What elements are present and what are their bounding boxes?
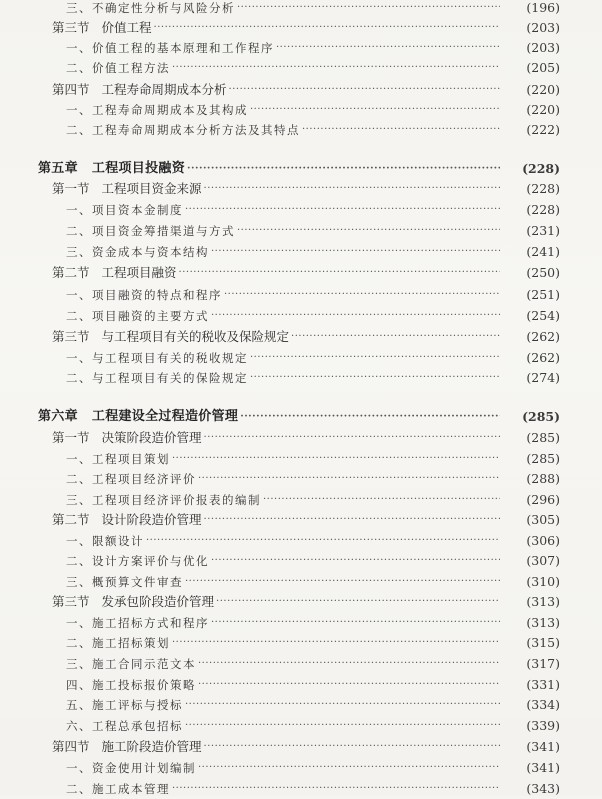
section-title: 施工阶段造价管理 [101, 739, 202, 754]
page-number: (228) [522, 161, 560, 176]
toc-item-label: 三、资金成本与资本结构 [66, 245, 209, 259]
page-number: (285) [522, 409, 560, 424]
toc-item-label: 一、限额设计 [66, 534, 144, 548]
toc-section [0, 510, 602, 530]
section-number: 第二节 [52, 265, 90, 280]
dot-leader [250, 100, 500, 120]
section-number: 第二节 [52, 512, 90, 527]
page-number: (331) [526, 677, 560, 692]
section-title: 工程项目资金来源 [101, 181, 202, 196]
section-number: 第四节 [52, 82, 90, 97]
toc-item [0, 0, 602, 18]
dot-leader [229, 80, 500, 100]
dot-leader [185, 200, 500, 220]
page-number: (205) [526, 60, 560, 75]
toc-item [0, 654, 602, 674]
page-number: (231) [526, 223, 560, 238]
toc-section [0, 737, 602, 757]
toc-item-label: 六、工程总承包招标 [66, 719, 183, 733]
toc-item [0, 675, 602, 695]
chapter-heading [38, 407, 238, 427]
dot-leader [154, 18, 500, 38]
section-title: 决策阶段造价管理 [101, 430, 202, 445]
toc-item-label: 五、施工评标与授标 [66, 698, 183, 712]
dot-leader [198, 654, 500, 674]
toc-item-label: 二、价值工程方法 [66, 61, 170, 75]
page-number: (251) [526, 287, 560, 302]
toc-item [0, 551, 602, 571]
page-number: (315) [526, 635, 560, 650]
dot-leader [250, 348, 500, 368]
dot-leader [172, 633, 500, 653]
chapter-number: 第六章 [38, 409, 78, 424]
section-heading [52, 263, 177, 283]
toc-item-label: 一、与工程项目有关的税收规定 [66, 351, 248, 365]
toc-chapter [0, 407, 602, 427]
toc-section [0, 592, 602, 612]
page-number: (220) [526, 102, 560, 117]
page-number: (241) [526, 244, 560, 259]
toc-item-label: 二、设计方案评价与优化 [66, 554, 209, 568]
toc-item [0, 633, 602, 653]
toc-item [0, 469, 602, 489]
page-number: (250) [526, 265, 560, 280]
section-number: 第三节 [52, 594, 90, 609]
toc-item-label: 一、工程项目策划 [66, 452, 170, 466]
chapter-title: 工程建设全过程造价管理 [91, 409, 239, 424]
page-number: (196) [526, 0, 560, 15]
toc-item [0, 100, 602, 120]
page-number: (288) [526, 471, 560, 486]
section-number: 第一节 [52, 430, 90, 445]
dot-leader [240, 407, 500, 427]
section-title: 工程项目融资 [101, 265, 177, 280]
toc-item-label: 二、施工成本管理 [66, 782, 170, 796]
toc-item-label: 二、施工招标策划 [66, 636, 170, 650]
toc-item-label: 一、项目资本金制度 [66, 203, 183, 217]
toc-item [0, 242, 602, 262]
dot-leader [185, 572, 500, 592]
section-heading [52, 80, 227, 100]
page-number: (296) [526, 492, 560, 507]
page-number: (262) [526, 350, 560, 365]
toc-item-label: 一、施工招标方式和程序 [66, 616, 209, 630]
section-heading [52, 510, 202, 530]
toc-item [0, 221, 602, 241]
page-number: (274) [526, 370, 560, 385]
toc-section [0, 18, 602, 38]
dot-leader [198, 469, 500, 489]
page-number: (343) [526, 781, 560, 796]
toc-item-label: 一、项目融资的特点和程序 [66, 288, 222, 302]
toc-item [0, 531, 602, 551]
toc-item [0, 348, 602, 368]
toc-item-label: 二、项目融资的主要方式 [66, 309, 209, 323]
section-heading [52, 327, 289, 347]
page-number: (339) [526, 718, 560, 733]
dot-leader [172, 58, 500, 78]
toc-section [0, 327, 602, 347]
toc-item [0, 200, 602, 220]
page-number: (307) [526, 553, 560, 568]
toc-item-label: 三、工程项目经济评价报表的编制 [66, 493, 261, 507]
toc-item-label: 一、工程寿命周期成本及其构成 [66, 103, 248, 117]
toc-item [0, 695, 602, 715]
dot-leader [146, 531, 500, 551]
section-title: 工程寿命周期成本分析 [101, 82, 227, 97]
toc-item [0, 572, 602, 592]
dot-leader [172, 449, 500, 469]
toc-item [0, 368, 602, 388]
section-number: 第四节 [52, 739, 90, 754]
page-number: (228) [526, 202, 560, 217]
dot-leader [237, 0, 500, 18]
toc-item [0, 716, 602, 736]
dot-leader [211, 242, 500, 262]
toc-item [0, 285, 602, 305]
chapter-number: 第五章 [38, 161, 78, 176]
dot-leader [198, 675, 500, 695]
toc-section [0, 179, 602, 199]
toc-item [0, 58, 602, 78]
dot-leader [302, 120, 500, 140]
dot-leader [276, 38, 500, 58]
page-number: (317) [526, 656, 560, 671]
toc-item-label: 二、项目资金筹措渠道与方式 [66, 224, 235, 238]
toc-item [0, 120, 602, 140]
dot-leader [204, 179, 500, 199]
toc-item-label: 三、概预算文件审查 [66, 575, 183, 589]
toc-item [0, 490, 602, 510]
toc-section [0, 263, 602, 283]
toc-chapter [0, 159, 602, 179]
page-number: (285) [526, 451, 560, 466]
toc-item-label: 二、与工程项目有关的保险规定 [66, 371, 248, 385]
toc-item [0, 613, 602, 633]
dot-leader [216, 592, 500, 612]
page-number: (310) [526, 574, 560, 589]
dot-leader [211, 551, 500, 571]
toc-item-label: 二、工程项目经济评价 [66, 472, 196, 486]
page-number: (222) [526, 122, 560, 137]
section-title: 设计阶段造价管理 [101, 512, 202, 527]
dot-leader [224, 285, 500, 305]
toc-item-label: 四、施工投标报价策略 [66, 678, 196, 692]
toc-section [0, 428, 602, 448]
toc-item-label: 一、资金使用计划编制 [66, 761, 196, 775]
section-heading [52, 737, 202, 757]
toc-item [0, 38, 602, 58]
dot-leader [291, 327, 500, 347]
toc-item [0, 779, 602, 799]
section-title: 与工程项目有关的税收及保险规定 [101, 329, 290, 344]
dot-leader [211, 306, 500, 326]
section-heading [52, 179, 202, 199]
toc-item-label: 二、工程寿命周期成本分析方法及其特点 [66, 123, 300, 137]
dot-leader [185, 716, 500, 736]
dot-leader [204, 428, 500, 448]
page-number: (306) [526, 533, 560, 548]
dot-leader [250, 368, 500, 388]
dot-leader [211, 613, 500, 633]
section-title: 价值工程 [101, 20, 152, 35]
dot-leader [179, 263, 500, 283]
dot-leader [172, 779, 500, 799]
section-number: 第三节 [52, 20, 90, 35]
page-number: (285) [526, 430, 560, 445]
section-title: 发承包阶段造价管理 [101, 594, 215, 609]
toc-item [0, 306, 602, 326]
section-heading [52, 592, 214, 612]
page-number: (341) [526, 739, 560, 754]
chapter-heading [38, 159, 185, 179]
toc-item-label: 一、价值工程的基本原理和工作程序 [66, 41, 274, 55]
toc-item-label: 三、施工合同示范文本 [66, 657, 196, 671]
dot-leader [204, 737, 500, 757]
toc-item [0, 449, 602, 469]
page-number: (203) [526, 20, 560, 35]
page-number: (254) [526, 308, 560, 323]
section-number: 第一节 [52, 181, 90, 196]
toc-item-label: 三、不确定性分析与风险分析 [66, 1, 235, 15]
page-number: (262) [526, 329, 560, 344]
dot-leader [185, 695, 500, 715]
dot-leader [237, 221, 500, 241]
page-number: (334) [526, 697, 560, 712]
page-number: (313) [526, 594, 560, 609]
page-number: (341) [526, 760, 560, 775]
section-heading [52, 18, 152, 38]
dot-leader [198, 758, 500, 778]
chapter-title: 工程项目投融资 [91, 161, 186, 176]
page-number: (305) [526, 512, 560, 527]
dot-leader [263, 490, 500, 510]
section-heading [52, 428, 202, 448]
page-number: (220) [526, 82, 560, 97]
page-number: (313) [526, 615, 560, 630]
page-number: (203) [526, 40, 560, 55]
dot-leader [204, 510, 500, 530]
page-number: (228) [526, 181, 560, 196]
toc-section [0, 80, 602, 100]
toc-item [0, 758, 602, 778]
dot-leader [187, 159, 500, 179]
section-number: 第三节 [52, 329, 90, 344]
